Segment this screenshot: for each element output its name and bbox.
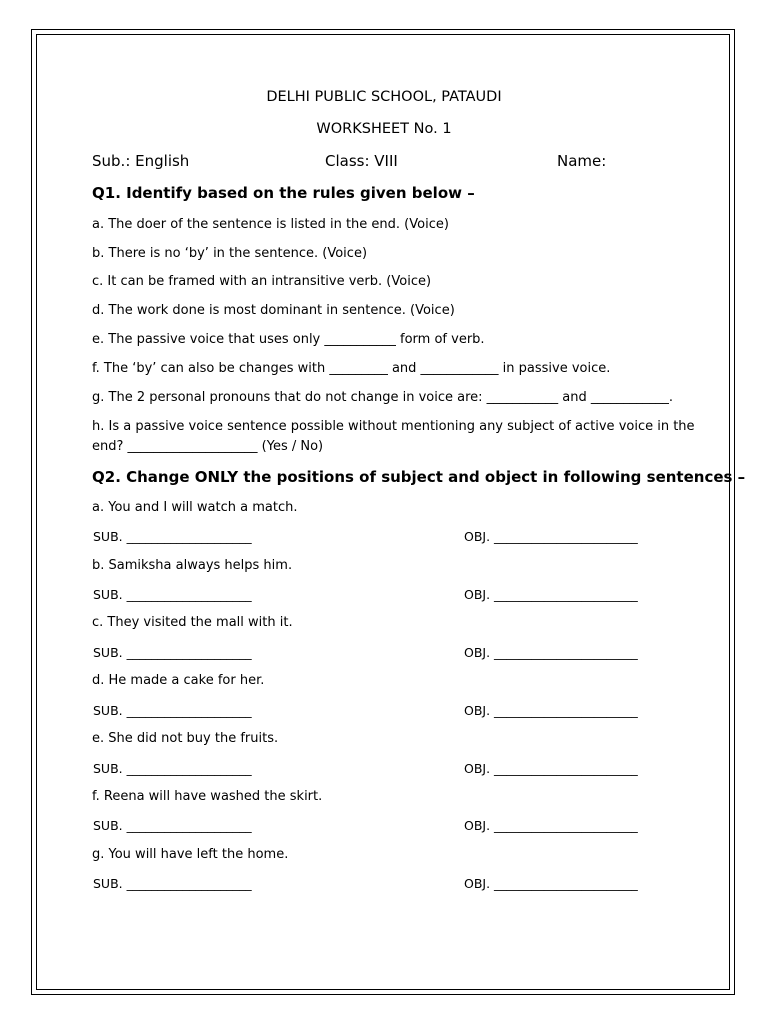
sub-answer-line: SUB. ____________________ <box>93 761 252 776</box>
obj-answer-line: OBJ. _______________________ <box>464 876 638 891</box>
q1-item: c. It can be framed with an intransitive verb. (Voice) <box>92 274 432 289</box>
obj-answer-line: OBJ. _______________________ <box>464 645 638 660</box>
q2-sentence: d. He made a cake for her. <box>92 673 265 688</box>
obj-answer-line: OBJ. _______________________ <box>464 529 638 544</box>
q2-sentence: g. You will have left the home. <box>92 847 289 862</box>
q2-sentence: a. You and I will watch a match. <box>92 500 298 515</box>
sub-answer-line: SUB. ____________________ <box>93 703 252 718</box>
obj-answer-line: OBJ. _______________________ <box>464 818 638 833</box>
q1-item-continued: end? ____________________ (Yes / No) <box>92 439 324 454</box>
sub-answer-line: SUB. ____________________ <box>93 587 252 602</box>
class-label: Class: VIII <box>325 152 398 170</box>
sub-answer-line: SUB. ____________________ <box>93 876 252 891</box>
name-label: Name: <box>557 152 607 170</box>
subject-label: Sub.: English <box>92 152 190 170</box>
q2-sentence: c. They visited the mall with it. <box>92 615 293 630</box>
q1-item: g. The 2 personal pronouns that do not change in voice are: ___________ and ____________. <box>92 390 674 405</box>
obj-answer-line: OBJ. _______________________ <box>464 587 638 602</box>
school-name: DELHI PUBLIC SCHOOL, PATAUDI <box>266 89 502 105</box>
q1-heading: Q1. Identify based on the rules given below – <box>92 184 475 202</box>
q1-item: f. The ‘by’ can also be changes with _________ and ____________ in passive voice. <box>92 361 611 376</box>
obj-answer-line: OBJ. _______________________ <box>464 703 638 718</box>
worksheet-title: WORKSHEET No. 1 <box>316 121 452 137</box>
q1-item: b. There is no ‘by’ in the sentence. (Voice) <box>92 246 368 261</box>
q1-item: h. Is a passive voice sentence possible without mentioning any subject of active voice in the <box>92 419 695 434</box>
q2-sentence: e. She did not buy the fruits. <box>92 731 279 746</box>
q2-sentence: b. Samiksha always helps him. <box>92 558 293 573</box>
obj-answer-line: OBJ. _______________________ <box>464 761 638 776</box>
q1-item: d. The work done is most dominant in sentence. (Voice) <box>92 303 455 318</box>
sub-answer-line: SUB. ____________________ <box>93 645 252 660</box>
sub-answer-line: SUB. ____________________ <box>93 529 252 544</box>
q2-sentence: f. Reena will have washed the skirt. <box>92 789 323 804</box>
q1-item: a. The doer of the sentence is listed in the end. (Voice) <box>92 217 449 232</box>
q1-item: e. The passive voice that uses only ___________ form of verb. <box>92 332 485 347</box>
sub-answer-line: SUB. ____________________ <box>93 818 252 833</box>
q2-heading: Q2. Change ONLY the positions of subject and object in following sentences – <box>92 468 746 486</box>
